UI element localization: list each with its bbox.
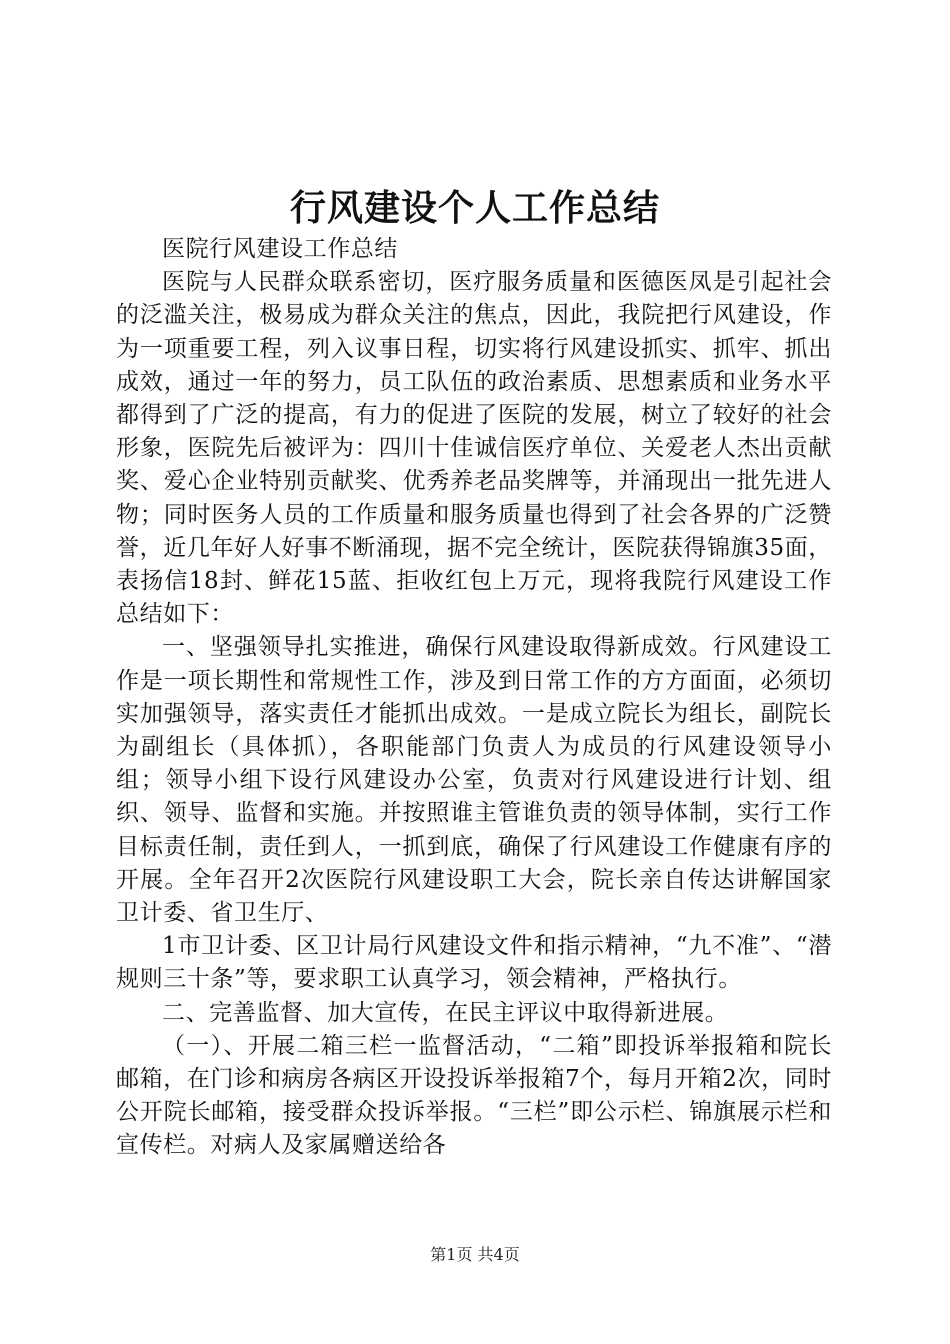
paragraph-section-one: 一、坚强领导扎实推进，确保行风建设取得新成效。行风建设工作是一项长期性和常规性工作，涉及到日常工作的方方面面，必须切实加强领导，落实责任才能抓出成效。一是成立院长为组长，副院长为副组长（具体抓），各职能部门负责人为成员的行风建设领导小组；领导小组下设行风建设办公室，负责对行风建设进行计划、组织、领导、监督和实施。并按照谁主管谁负责的领导体制，实行工作目标责任制，责任到人，一抓到底，确保了行风建设工作健康有序的开展。全年召开2次医院行风建设职工大会，院长亲自传达讲解国家卫计委、省卫生厅、 — [116, 634, 832, 927]
paragraph-section-two-item-one: （一）、开展二箱三栏一监督活动，“二箱”即投诉举报箱和院长邮箱，在门诊和病房各病区开设投诉举报箱7个，每月开箱2次，同时公开院长邮箱，接受群众投诉举报。“三栏”即公示栏、锦旗展示栏和宣传栏。对病人及家属赠送给各 — [116, 1032, 832, 1159]
paragraph-section-one-continued: 1市卫计委、区卫计局行风建设文件和指示精神，“九不准”、“潜规则三十条”等，要求职工认真学习，领会精神，严格执行。 — [116, 933, 832, 993]
paragraph-section-two-heading: 二、完善监督、加大宣传，在民主评议中取得新进展。 — [162, 999, 729, 1026]
document-body — [116, 233, 832, 1163]
paragraph-intro: 医院与人民群众联系密切，医疗服务质量和医德医凤是引起社会的泛滥关注，极易成为群众关注的焦点，因此，我院把行风建设，作为一项重要工程，列入议事日程，切实将行风建设抓实、抓牢、抓出成效，通过一年的努力，员工队伍的政治素质、思想素质和业务水平都得到了广泛的提高，有力的促进了医院的发展，树立了较好的社会形象，医院先后被评为：四川十佳诚信医疗单位、关爱老人杰出贡献奖、爱心企业特别贡献奖、优秀养老品奖牌等，并涌现出一批先进人物；同时医务人员的工作质量和服务质量也得到了社会各界的广泛赞誉，近几年好人好事不断涌现，据不完全统计，医院获得锦旗35面，表扬信18封、鲜花15蓝、拒收红包上万元，现将我院行风建设工作总结如下： — [116, 269, 832, 628]
document-title: 行风建设个人工作总结 — [289, 187, 660, 229]
page-number-footer: 第1页 共4页 — [430, 1245, 520, 1264]
paragraph-subtitle: 医院行风建设工作总结 — [162, 236, 398, 262]
